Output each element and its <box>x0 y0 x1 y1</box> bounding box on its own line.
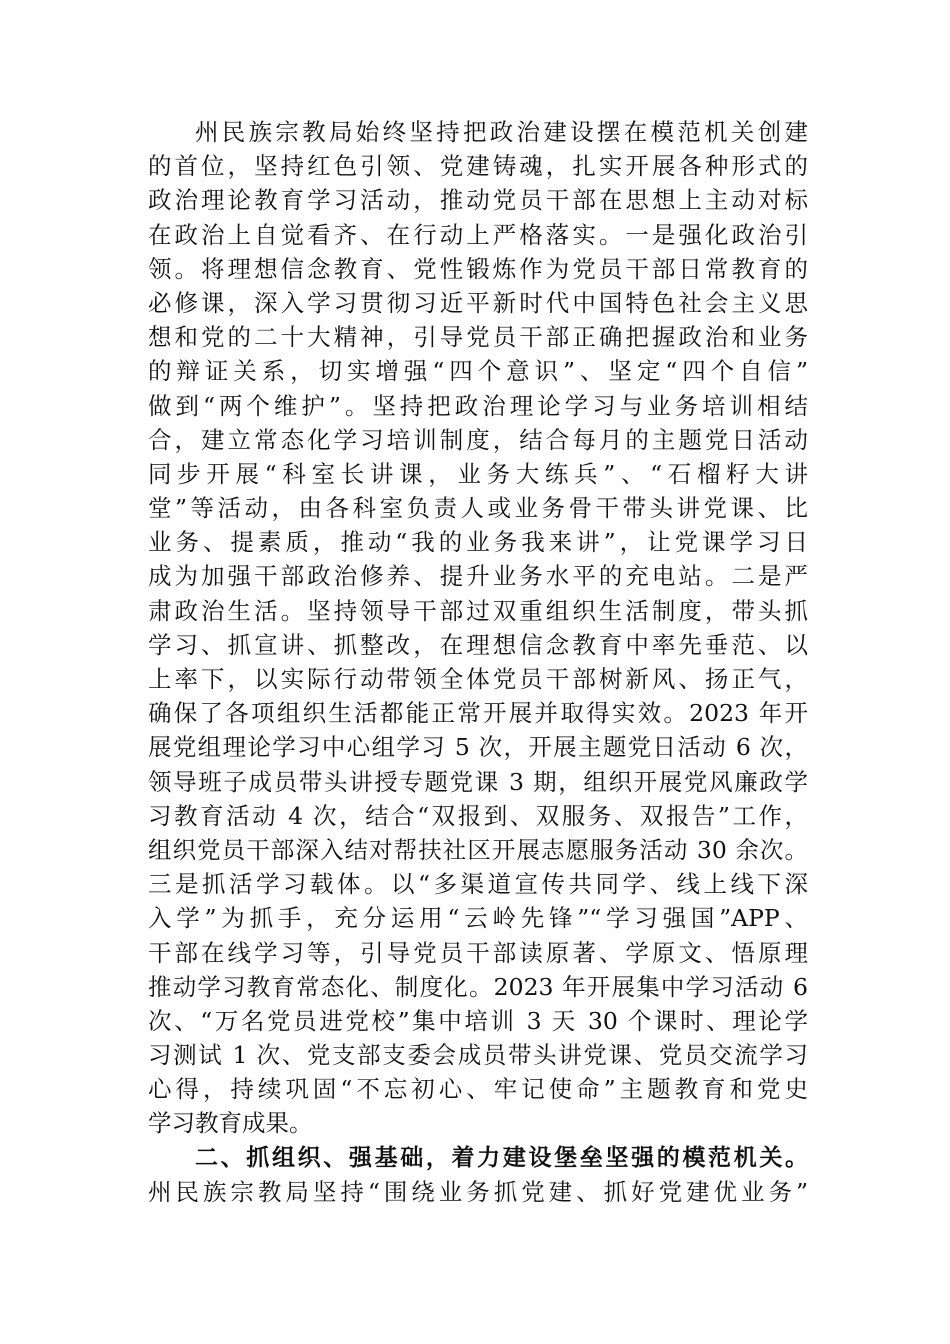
text-line: 同步开展“科室长讲课，业务大练兵”、“石榴籽大讲 <box>148 459 808 488</box>
text-line: 肃政治生活。坚持领导干部过双重组织生活制度，带头抓 <box>148 596 808 625</box>
text-line: 展党组理论学习中心组学习 5 次，开展主题党日活动 6 次， <box>148 733 808 762</box>
text-line: 上率下，以实际行动带领全体党员干部树新风、扬正气， <box>148 665 808 693</box>
text-line: 州民族宗教局始终坚持把政治建设摆在模范机关创建 <box>195 118 808 146</box>
paragraph-2 <box>148 1141 808 1209</box>
text-line: 领导班子成员带头讲授专题党课 3 期，组织开展党风廉政学 <box>148 767 808 796</box>
document-body <box>148 115 808 1209</box>
text-line: 做到“两个维护”。坚持把政治理论学习与业务培训相结 <box>148 391 808 420</box>
text-line: 习教育活动 4 次，结合“双报到、双服务、双报告”工作， <box>148 801 808 830</box>
text-line: 合，建立常态化学习培训制度，结合每月的主题党日活动 <box>148 425 808 454</box>
text-line: 的辩证关系，切实增强“四个意识”、坚定“四个自信” <box>148 357 808 386</box>
text-line: 习测试 1 次、党支部支委会成员带头讲党课、党员交流学习 <box>148 1041 808 1070</box>
text-line: 确保了各项组织生活都能正常开展并取得实效。2023 年开 <box>148 699 808 728</box>
text-line: 在政治上自觉看齐、在行动上严格落实。一是强化政治引 <box>148 220 808 249</box>
paragraph-1 <box>148 115 808 1141</box>
text-line: 次、“万名党员进党校”集中培训 3 天 30 个课时、理论学 <box>148 1006 808 1035</box>
text-line: 必修课，深入学习贯彻习近平新时代中国特色社会主义思 <box>148 288 808 317</box>
text-line: 推动学习教育常态化、制度化。2023 年开展集中学习活动 6 <box>148 972 808 1001</box>
text-line: 政治理论教育学习活动，推动党员干部在思想上主动对标 <box>148 186 808 215</box>
text-line: 领。将理想信念教育、党性锻炼作为党员干部日常教育的 <box>148 254 808 283</box>
text-line: 州民族宗教局坚持“围绕业务抓党建、抓好党建优业务” <box>148 1177 808 1206</box>
text-line: 三是抓活学习载体。以“多渠道宣传共同学、线上线下深 <box>148 870 808 899</box>
text-line: 入学”为抓手，充分运用“云岭先锋”“学习强国”APP、 <box>148 904 808 933</box>
text-line: 学习教育成果。 <box>148 1109 313 1138</box>
text-line: 干部在线学习等，引导党员干部读原著、学原文、悟原理 <box>148 938 808 967</box>
text-line: 的首位，坚持红色引领、党建铸魂，扎实开展各种形式的 <box>148 152 808 181</box>
text-line: 想和党的二十大精神，引导党员干部正确把握政治和业务 <box>148 323 808 352</box>
section-heading: 二、抓组织、强基础，着力建设堡垒坚强的模范机关。 <box>195 1144 808 1171</box>
text-line: 堂”等活动，由各科室负责人或业务骨干带头讲党课、比 <box>148 494 808 523</box>
text-line: 业务、提素质，推动“我的业务我来讲”，让党课学习日 <box>148 528 808 557</box>
text-line: 组织党员干部深入结对帮扶社区开展志愿服务活动 30 余次。 <box>148 835 808 864</box>
text-line: 学习、抓宣讲、抓整改，在理想信念教育中率先垂范、以 <box>148 630 808 659</box>
text-line: 心得，持续巩固“不忘初心、牢记使命”主题教育和党史 <box>148 1075 808 1104</box>
text-line: 成为加强干部政治修养、提升业务水平的充电站。二是严 <box>148 562 808 591</box>
